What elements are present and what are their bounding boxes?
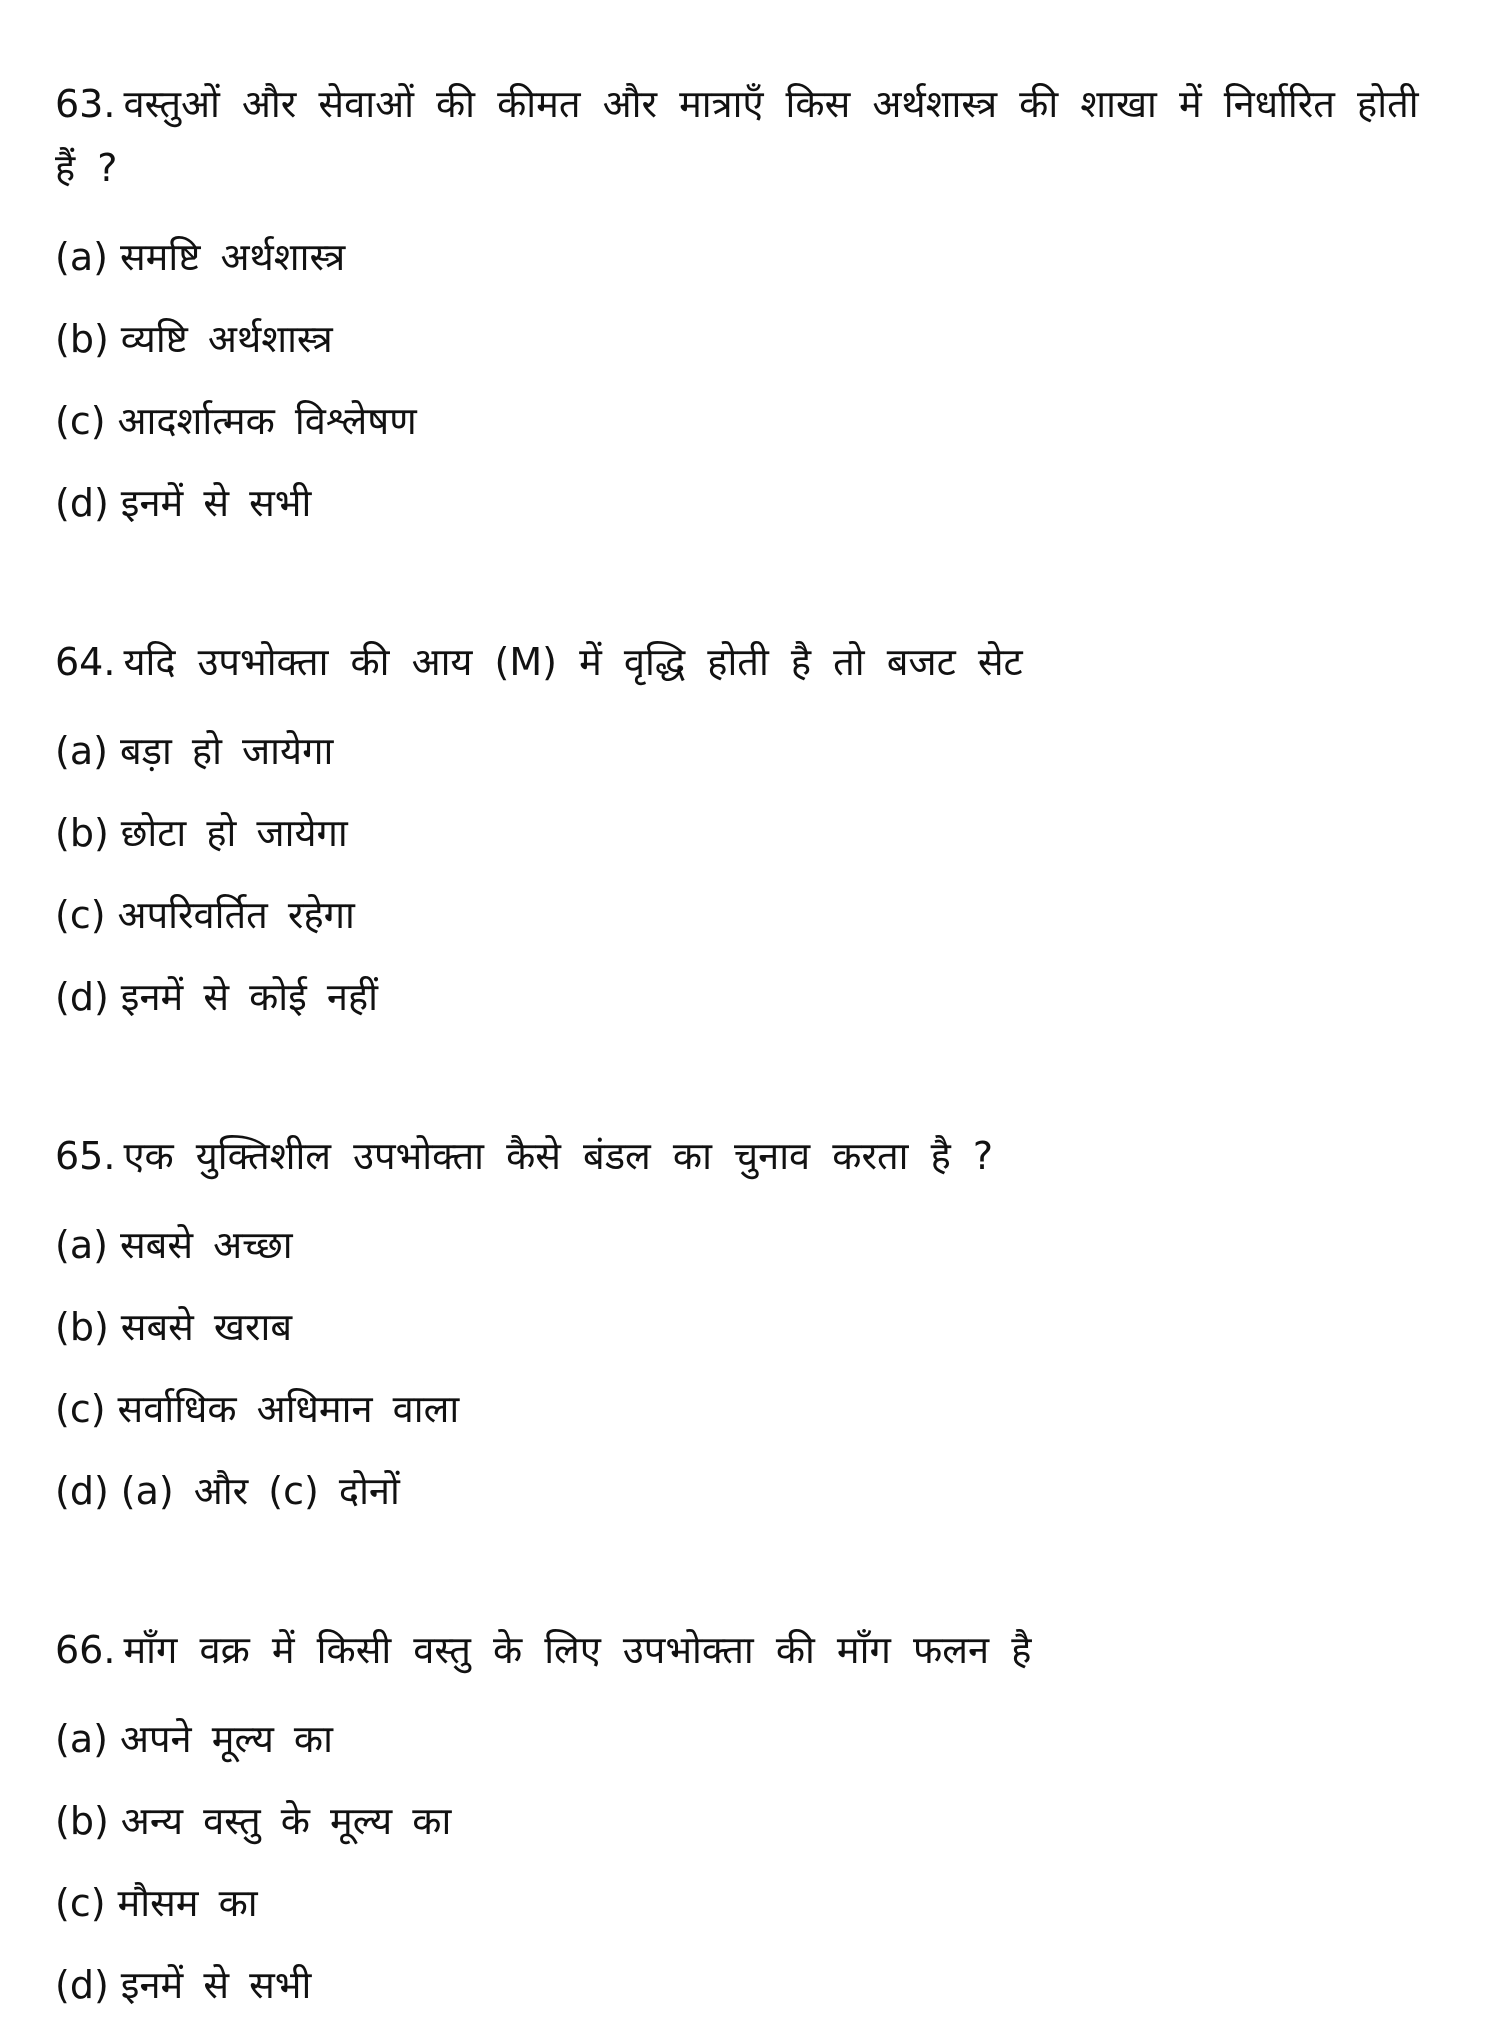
question-body: माँग वक्र में किसी वस्तु के लिए उपभोक्ता की माँग फलन है: [123, 1628, 1032, 1672]
question-body: एक युक्तिशील उपभोक्ता कैसे बंडल का चुनाव करता है ?: [123, 1134, 993, 1178]
option-label: (d): [55, 975, 109, 1019]
option-c: [55, 1862, 1440, 1944]
question-text: [55, 630, 1440, 694]
option-text: बड़ा हो जायेगा: [119, 729, 334, 773]
option-label: (b): [55, 1799, 109, 1843]
option-b: [55, 792, 1440, 874]
option-text: समष्टि अर्थशास्त्र: [119, 235, 346, 279]
question-number: 65.: [55, 1134, 116, 1178]
option-a: [55, 710, 1440, 792]
option-d: [55, 956, 1440, 1038]
option-c: [55, 380, 1440, 462]
question-body: यदि उपभोक्ता की आय (M) में वृद्धि होती है तो बजट सेट: [123, 640, 1023, 684]
option-text: सबसे खराब: [120, 1305, 293, 1349]
option-text: अपरिवर्तित रहेगा: [117, 893, 355, 937]
question-number: 63.: [55, 82, 116, 126]
option-text: (a) और (c) दोनों: [120, 1469, 400, 1513]
option-label: (a): [55, 235, 108, 279]
option-text: सबसे अच्छा: [119, 1223, 293, 1267]
question-64: [55, 630, 1440, 1038]
option-d: [55, 462, 1440, 544]
option-a: [55, 216, 1440, 298]
option-b: [55, 1780, 1440, 1862]
question-63: [55, 72, 1440, 544]
option-text: व्यष्टि अर्थशास्त्र: [120, 317, 333, 361]
question-number: 66.: [55, 1628, 116, 1672]
option-label: (c): [55, 1881, 106, 1925]
option-d: [55, 1450, 1440, 1532]
option-label: (a): [55, 1717, 108, 1761]
question-number: 64.: [55, 640, 116, 684]
option-label: (b): [55, 1305, 109, 1349]
question-65: [55, 1124, 1440, 1532]
option-text: इनमें से सभी: [120, 1963, 312, 2007]
option-list: [55, 710, 1440, 1038]
option-text: आदर्शात्मक विश्लेषण: [117, 399, 417, 443]
option-label: (d): [55, 1469, 109, 1513]
option-label: (a): [55, 729, 108, 773]
option-c: [55, 1368, 1440, 1450]
question-body: वस्तुओं और सेवाओं की कीमत और मात्राएँ किस अर्थशास्त्र की शाखा में निर्धारित होती हैं ?: [55, 82, 1419, 190]
question-text: [55, 1124, 1440, 1188]
option-label: (c): [55, 1387, 106, 1431]
option-list: [55, 1698, 1440, 2026]
option-text: इनमें से कोई नहीं: [120, 975, 378, 1019]
option-list: [55, 216, 1440, 544]
option-d: [55, 1944, 1440, 2026]
option-text: अन्य वस्तु के मूल्य का: [120, 1799, 452, 1843]
option-label: (c): [55, 893, 106, 937]
question-text: [55, 1618, 1440, 1682]
option-list: [55, 1204, 1440, 1532]
option-text: छोटा हो जायेगा: [120, 811, 348, 855]
option-label: (c): [55, 399, 106, 443]
option-label: (b): [55, 317, 109, 361]
option-label: (a): [55, 1223, 108, 1267]
option-text: अपने मूल्य का: [119, 1717, 333, 1761]
option-text: सर्वाधिक अधिमान वाला: [117, 1387, 460, 1431]
option-text: मौसम का: [117, 1881, 258, 1925]
option-a: [55, 1204, 1440, 1286]
option-c: [55, 874, 1440, 956]
question-66: [55, 1618, 1440, 2026]
option-label: (d): [55, 1963, 109, 2007]
option-label: (d): [55, 481, 109, 525]
option-b: [55, 1286, 1440, 1368]
option-text: इनमें से सभी: [120, 481, 312, 525]
option-a: [55, 1698, 1440, 1780]
option-label: (b): [55, 811, 109, 855]
option-b: [55, 298, 1440, 380]
question-text: [55, 72, 1440, 200]
